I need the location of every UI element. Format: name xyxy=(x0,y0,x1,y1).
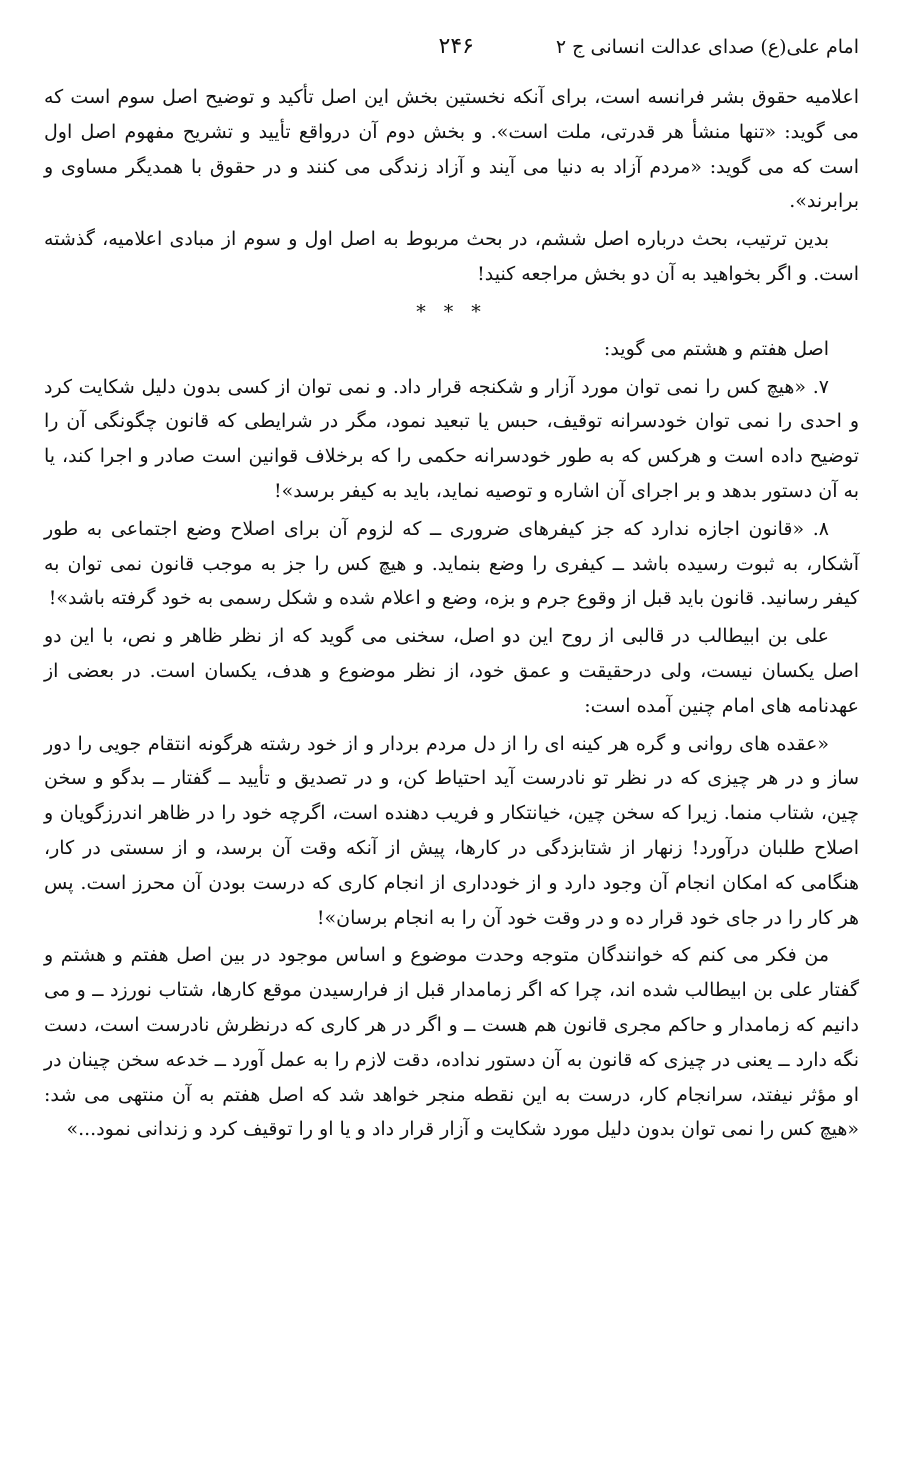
section-separator: * * * xyxy=(416,300,487,323)
paragraph-quotation: «عقده های روانی و گره هر کینه ای را از دل مردم بردار و از خود رشته هرگونه انتقام جویی را دور ساز و در هر چیزی که در نظر تو نادرست آید احتیاط کن، و در تصدیق و تأیید ــ گفتار ــ بدگو و سخن چین، شتاب منما. زیرا که سخن چین، خیانتکار و فریب دهنده است، اگرچه خود را در ظاهر اندرزگویان و اصلاح طلبان درآورد! زنهار از شتابزدگی در کارها، پیش از آنکه وقت آن برسد، و از سستی در کار، هنگامی که امکان انجام آن وجود دارد و از خودداری از انجام کاری که درست بودن آن محرز است. پس هر کار را در جای خود قرار ده و در وقت خود آن را به انجام برسان»! xyxy=(44,732,859,929)
running-title: امام علی(ع) صدای عدالت انسانی ج ۲ xyxy=(555,36,859,58)
page-number: ۲۴۶ xyxy=(438,34,474,59)
page-header xyxy=(44,34,859,80)
paragraph-ali-comparison: علی بن ابیطالب در قالبی از روح این دو اصل، سخنی می گوید که از نظر ظاهر و نص، با این دو اصل یکسان نیست، ولی درحقیقت و عمق خود، از نظر موضوع و هدف، یکسان است. در بعضی از عهدنامه های امام چنین آمده است: xyxy=(44,625,859,717)
paragraph-conclusion: من فکر می کنم که خوانندگان متوجه وحدت موضوع و اساس موجود در بین اصل هفتم و هشتم و گفتار علی بن ابیطالب شده اند، چرا که اگر زمامدار قبل از فرارسیدن موقع کارها، شتاب نورزد ــ و می دانیم که زمامدار و حاکم مجری قانون هم هست ــ و اگر در هر کاری که درنظرش نادرست است، دست نگه دارد ــ یعنی در چیزی که قانون به آن دستور نداده، دقت لازم را به عمل آورد ــ خدعه سخن چینان در او مؤثر نیفتد، سرانجام کار، درست به این نقطه منجر خواهد شد که اصل هفتم به آن منتهی می شد: «هیچ کس را نمی توان بدون دلیل مورد شکایت و آزار قرار داد و یا او را توقیف کرد و زندانی نمود...» xyxy=(44,944,859,1141)
paragraph-article-8: ۸. «قانون اجازه ندارد که جز کیفرهای ضروری ــ که لزوم آن برای اصلاح وضع اجتماعی به طور آشکار، به ثبوت رسیده باشد ــ کیفری را وضع بنماید. و هیچ کس را جز به موجب قانون نمی توان به کیفر رسانید. قانون باید قبل از وقوع جرم و بزه، وضع و اعلام شده و شکل رسمی به خود گرفته باشد»! xyxy=(44,517,859,610)
paragraph-continuation: اعلامیه حقوق بشر فرانسه است، برای آنکه نخستین بخش این اصل تأکید و توضیح اصل سوم است که می گوید: «تنها منشأ هر قدرتی، ملت است». و بخش دوم آن درواقع تأیید و تشریح مفهوم اصل اول است که می گوید: «مردم آزاد به دنیا می آیند و آزاد زندگی می کنند و در حقوق با همدیگر مساوی و برابرند». xyxy=(44,86,859,213)
paragraph-article-7: ۷. «هیچ کس را نمی توان مورد آزار و شکنجه قرار داد. و نمی توان از کسی بدون دلیل شکایت کرد و احدی را نمی توان خودسرانه توقیف، حبس یا تبعید نمود، مگر در شرایطی که قانون چگونگی آن را توضیح داده است و هرکس که به طور خودسرانه حکمی را که برخلاف قوانین است صادر و اجرا کند، یا به آن دستور بدهد و بر اجرای آن اشاره و توصیه نماید، باید به کیفر برسد»! xyxy=(44,375,859,502)
body-text xyxy=(44,80,859,1147)
paragraph-summary: بدین ترتیب، بحث درباره اصل ششم، در بحث مربوط به اصل اول و سوم از مبادی اعلامیه، گذشته است. و اگر بخواهید به آن دو بخش مراجعه کنید! xyxy=(44,228,859,285)
book-page xyxy=(44,34,859,1150)
paragraph-intro-articles: اصل هفتم و هشتم می گوید: xyxy=(603,337,829,360)
